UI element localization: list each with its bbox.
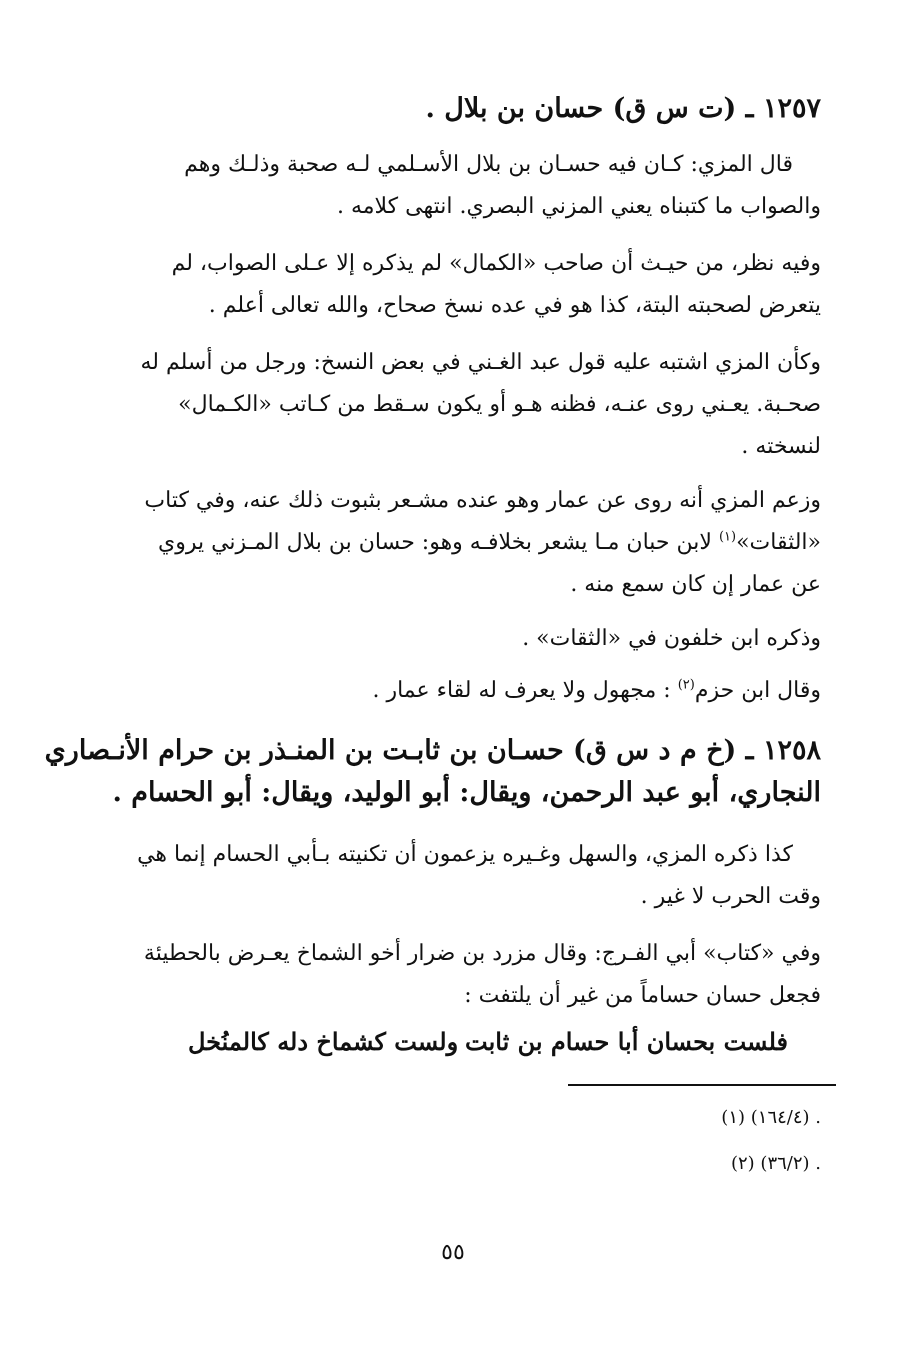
entry-1257-paragraph-5: وذكره ابن خلفون في «الثقات» . [522, 626, 821, 651]
entry-1258-paragraph-2: وفي «كتاب» أبي الفـرج: وقال مزرد بن ضرار أخو الشماخ يعـرض بالحطيئة فجعل حسان حساماً من غير أن يلتفت : [143, 941, 821, 1008]
footnote-ref-2: (٢) [677, 677, 695, 693]
entry-1257-paragraph-6: وقال ابن حزم$^{(٢)}$ : مجهول ولا يعرف له لقاء عمار . [372, 677, 821, 703]
footnote-1: . (١٦٤/٤) (١) [721, 1107, 821, 1128]
entry-1258-heading: ١٢٥٨ ـ (خ م د س ق) حسـان بن ثابـت بن المنـذر بن حرام الأنـصاري النجاري، أبو عبد الرحمن، ويقال: أبو الوليد، ويقال: أبو الحسام . [44, 735, 821, 808]
footnote-separator [568, 1084, 836, 1086]
footnote-2: . (٣٦/٢) (٢) [730, 1153, 821, 1174]
entry-1257-heading: ١٢٥٧ ـ (ت س ق) حسان بن بلال . [425, 93, 821, 124]
entry-1258-paragraph-1: كذا ذكره المزي، والسهل وغـيره يزعمون أن تكنيته بـأبي الحسام إنما هي وقت الحرب لا غير . [137, 842, 821, 909]
footnote-ref-1: (١) [718, 529, 737, 545]
verse-second-hemistich: ولست كشماخ دله كالمنُخل [188, 1027, 459, 1056]
entry-1257-paragraph-3: وكأن المزي اشتبه عليه قول عبد الغـني في بعض النسخ: ورجل من أسلم له صحـبة. يعـني روى عنـه، فظنه هـو أو يكون سـقط من كـاتب «الكـمال» لنسخته . [140, 350, 821, 459]
entry-1257-paragraph-4: وزعم المزي أنه روى عن عمار وهو عنده مشـعر بثبوت ذلك عنه، وفي كتاب «الثقات»$^{(١)}$ لابن حبان مـا يشعر بخلافـه وهو: حسان بن بلال المـزني يروي عن عمار إن كان سمع منه . [144, 488, 821, 597]
page-number: ٥٥ [441, 1240, 465, 1265]
verse-first-hemistich: فلست بحسان أبا حسام بن ثابت [465, 1027, 788, 1056]
entry-1257-paragraph-2: وفيه نظر، من حيـث أن صاحب «الكمال» لم يذكره إلا عـلى الصواب، لم يتعرض لصحبته البتة، كذا هو في عده نسخ صحاح، والله تعالى أعلم . [171, 251, 821, 318]
entry-1257-paragraph-1: قال المزي: كـان فيه حسـان بن بلال الأسـلمي لـه صحبة وذلـك وهم والصواب ما كتبناه يعني المزني البصري. انتهى كلامه . [184, 152, 821, 219]
poetry-verse [188, 1022, 788, 1062]
